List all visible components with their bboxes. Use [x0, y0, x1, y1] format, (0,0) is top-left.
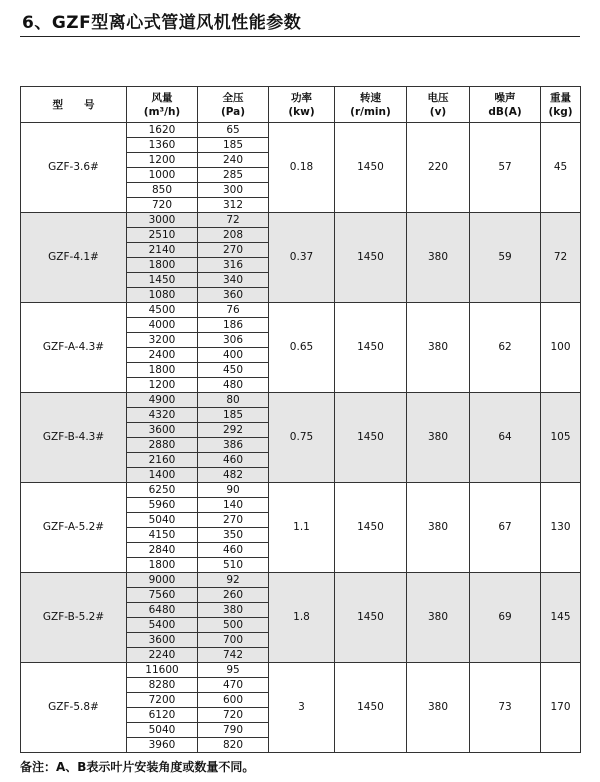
model-cell: GZF-A-4.3#: [21, 303, 127, 393]
airflow-cell: 3000: [127, 213, 198, 228]
power-cell: 1.1: [269, 483, 335, 573]
pressure-cell: 185: [198, 408, 269, 423]
airflow-cell: 1200: [127, 153, 198, 168]
footnote: 备注：A、B表示叶片安装角度或数量不同。: [20, 760, 255, 774]
airflow-cell: 6480: [127, 603, 198, 618]
airflow-cell: 5960: [127, 498, 198, 513]
pressure-cell: 240: [198, 153, 269, 168]
pressure-cell: 480: [198, 378, 269, 393]
header-weight: 重量 (kg): [541, 87, 581, 123]
pressure-cell: 742: [198, 648, 269, 663]
airflow-cell: 4500: [127, 303, 198, 318]
airflow-cell: 1360: [127, 138, 198, 153]
pressure-cell: 700: [198, 633, 269, 648]
weight-cell: 130: [541, 483, 581, 573]
pressure-cell: 450: [198, 363, 269, 378]
voltage-cell: 380: [407, 303, 470, 393]
table-row: [21, 393, 581, 408]
airflow-cell: 1800: [127, 558, 198, 573]
pressure-cell: 400: [198, 348, 269, 363]
speed-cell: 1450: [335, 393, 407, 483]
airflow-cell: 5040: [127, 723, 198, 738]
power-cell: 0.18: [269, 123, 335, 213]
pressure-cell: 340: [198, 273, 269, 288]
voltage-cell: 380: [407, 393, 470, 483]
pressure-cell: 482: [198, 468, 269, 483]
model-cell: GZF-3.6#: [21, 123, 127, 213]
pressure-cell: 510: [198, 558, 269, 573]
page-title: 6、GZF型离心式管道风机性能参数: [22, 13, 302, 33]
pressure-cell: 790: [198, 723, 269, 738]
airflow-cell: 1800: [127, 258, 198, 273]
pressure-cell: 270: [198, 243, 269, 258]
pressure-cell: 76: [198, 303, 269, 318]
airflow-cell: 1080: [127, 288, 198, 303]
weight-cell: 72: [541, 213, 581, 303]
airflow-cell: 3600: [127, 423, 198, 438]
airflow-cell: 4150: [127, 528, 198, 543]
pressure-cell: 285: [198, 168, 269, 183]
pressure-cell: 306: [198, 333, 269, 348]
header-pressure: 全压 (Pa): [198, 87, 269, 123]
pressure-cell: 312: [198, 198, 269, 213]
airflow-cell: 7200: [127, 693, 198, 708]
airflow-cell: 6120: [127, 708, 198, 723]
airflow-cell: 7560: [127, 588, 198, 603]
airflow-cell: 1400: [127, 468, 198, 483]
airflow-cell: 2160: [127, 453, 198, 468]
pressure-cell: 460: [198, 543, 269, 558]
voltage-cell: 380: [407, 573, 470, 663]
airflow-cell: 6250: [127, 483, 198, 498]
noise-cell: 62: [470, 303, 541, 393]
title-underline: [20, 36, 580, 37]
airflow-cell: 4000: [127, 318, 198, 333]
power-cell: 3: [269, 663, 335, 753]
pressure-cell: 140: [198, 498, 269, 513]
pressure-cell: 186: [198, 318, 269, 333]
airflow-cell: 5040: [127, 513, 198, 528]
voltage-cell: 380: [407, 483, 470, 573]
pressure-cell: 300: [198, 183, 269, 198]
airflow-cell: 2240: [127, 648, 198, 663]
speed-cell: 1450: [335, 663, 407, 753]
noise-cell: 69: [470, 573, 541, 663]
table-row: [21, 483, 581, 498]
noise-cell: 67: [470, 483, 541, 573]
voltage-cell: 220: [407, 123, 470, 213]
pressure-cell: 270: [198, 513, 269, 528]
speed-cell: 1450: [335, 483, 407, 573]
airflow-cell: 1620: [127, 123, 198, 138]
pressure-cell: 65: [198, 123, 269, 138]
header-noise: 噪声 dB(A): [470, 87, 541, 123]
noise-cell: 59: [470, 213, 541, 303]
pressure-cell: 80: [198, 393, 269, 408]
header-power: 功率 (kw): [269, 87, 335, 123]
model-cell: GZF-4.1#: [21, 213, 127, 303]
airflow-cell: 3600: [127, 633, 198, 648]
airflow-cell: 3200: [127, 333, 198, 348]
weight-cell: 145: [541, 573, 581, 663]
pressure-cell: 72: [198, 213, 269, 228]
airflow-cell: 1000: [127, 168, 198, 183]
table-row: [21, 573, 581, 588]
pressure-cell: 600: [198, 693, 269, 708]
noise-cell: 73: [470, 663, 541, 753]
model-cell: GZF-B-4.3#: [21, 393, 127, 483]
model-cell: GZF-B-5.2#: [21, 573, 127, 663]
airflow-cell: 3960: [127, 738, 198, 753]
pressure-cell: 260: [198, 588, 269, 603]
weight-cell: 45: [541, 123, 581, 213]
pressure-cell: 92: [198, 573, 269, 588]
weight-cell: 105: [541, 393, 581, 483]
airflow-cell: 1800: [127, 363, 198, 378]
pressure-cell: 380: [198, 603, 269, 618]
voltage-cell: 380: [407, 663, 470, 753]
pressure-cell: 720: [198, 708, 269, 723]
airflow-cell: 9000: [127, 573, 198, 588]
speed-cell: 1450: [335, 303, 407, 393]
airflow-cell: 8280: [127, 678, 198, 693]
airflow-cell: 5400: [127, 618, 198, 633]
pressure-cell: 90: [198, 483, 269, 498]
table-row: [21, 303, 581, 318]
airflow-cell: 4320: [127, 408, 198, 423]
header-speed: 转速 (r/min): [335, 87, 407, 123]
model-cell: GZF-5.8#: [21, 663, 127, 753]
speed-cell: 1450: [335, 573, 407, 663]
pressure-cell: 470: [198, 678, 269, 693]
airflow-cell: 2880: [127, 438, 198, 453]
airflow-cell: 850: [127, 183, 198, 198]
pressure-cell: 208: [198, 228, 269, 243]
pressure-cell: 360: [198, 288, 269, 303]
pressure-cell: 820: [198, 738, 269, 753]
airflow-cell: 1200: [127, 378, 198, 393]
airflow-cell: 2840: [127, 543, 198, 558]
pressure-cell: 292: [198, 423, 269, 438]
voltage-cell: 380: [407, 213, 470, 303]
noise-cell: 57: [470, 123, 541, 213]
power-cell: 1.8: [269, 573, 335, 663]
weight-cell: 170: [541, 663, 581, 753]
noise-cell: 64: [470, 393, 541, 483]
table-row: [21, 663, 581, 678]
airflow-cell: 720: [127, 198, 198, 213]
pressure-cell: 386: [198, 438, 269, 453]
table-body: [21, 123, 581, 753]
header-airflow: 风量 (m³/h): [127, 87, 198, 123]
speed-cell: 1450: [335, 123, 407, 213]
airflow-cell: 2140: [127, 243, 198, 258]
table-row: [21, 123, 581, 138]
pressure-cell: 350: [198, 528, 269, 543]
pressure-cell: 95: [198, 663, 269, 678]
airflow-cell: 11600: [127, 663, 198, 678]
pressure-cell: 185: [198, 138, 269, 153]
table-row: [21, 213, 581, 228]
weight-cell: 100: [541, 303, 581, 393]
pressure-cell: 316: [198, 258, 269, 273]
model-cell: GZF-A-5.2#: [21, 483, 127, 573]
header-row: [21, 87, 581, 123]
airflow-cell: 2400: [127, 348, 198, 363]
pressure-cell: 460: [198, 453, 269, 468]
airflow-cell: 4900: [127, 393, 198, 408]
header-voltage: 电压 (v): [407, 87, 470, 123]
speed-cell: 1450: [335, 213, 407, 303]
airflow-cell: 2510: [127, 228, 198, 243]
power-cell: 0.37: [269, 213, 335, 303]
header-model: 型 号: [21, 87, 127, 123]
power-cell: 0.65: [269, 303, 335, 393]
power-cell: 0.75: [269, 393, 335, 483]
performance-table: [20, 86, 581, 753]
pressure-cell: 500: [198, 618, 269, 633]
airflow-cell: 1450: [127, 273, 198, 288]
